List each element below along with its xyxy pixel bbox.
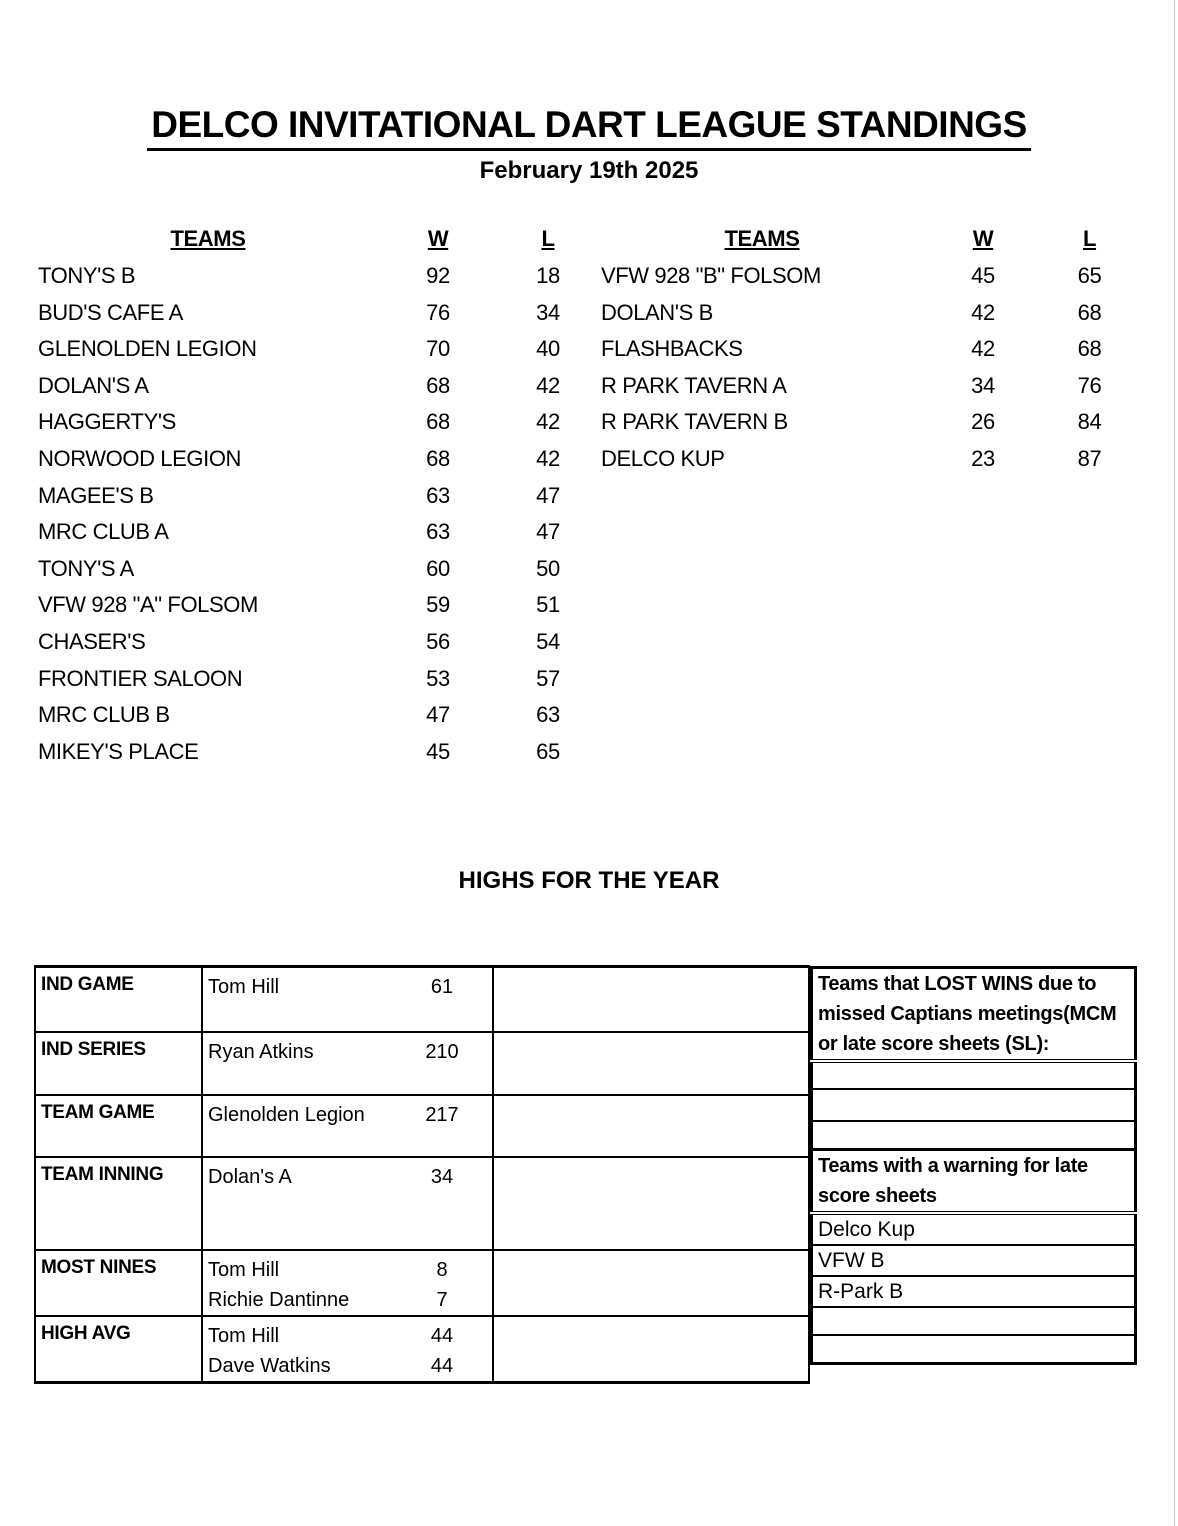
note-line: score sheets: [818, 1185, 937, 1207]
note-line: or late score sheets (SL):: [818, 1033, 1050, 1055]
team-losses: 18: [536, 263, 560, 288]
team-name: R PARK TAVERN A: [601, 372, 787, 398]
highs-entry-line: [203, 1100, 492, 1130]
highs-category-label: IND SERIES: [35, 1032, 202, 1095]
highs-table: [34, 965, 810, 1384]
highs-blank-cell: [493, 1032, 809, 1095]
highs-entry-value: 210: [425, 1041, 459, 1063]
team-wins: 26: [971, 409, 995, 435]
highs-entry-name: Dave Watkins: [208, 1355, 331, 1377]
team-name: CHASER'S: [38, 628, 146, 654]
highs-entry-value: 44: [430, 1355, 454, 1377]
highs-entry-name: Glenolden Legion: [208, 1104, 365, 1126]
note-line: Teams with a warning for late: [818, 1155, 1088, 1177]
highs-entry-cell: [202, 967, 493, 1033]
warning-team-row-cell: [812, 1307, 1136, 1335]
page-title: DELCO INVITATIONAL DART LEAGUE STANDINGS: [147, 104, 1031, 151]
highs-entry-line: [203, 1255, 492, 1285]
highs-entry-cell: [202, 1032, 493, 1095]
team-losses: 68: [1077, 299, 1102, 325]
highs-entry-value: 217: [425, 1104, 459, 1126]
note-line: VFW B: [818, 1249, 885, 1272]
highs-entry-name: Tom Hill: [208, 1259, 280, 1281]
team-name: BUD'S CAFE A: [38, 299, 183, 325]
wins-column-header: W: [427, 226, 449, 251]
team-name: MAGEE'S B: [38, 482, 154, 508]
highs-entry-value: 44: [430, 1325, 454, 1347]
highs-row: [35, 1157, 809, 1250]
team-name: VFW 928 "A" FOLSOM: [38, 592, 258, 618]
team-name: R PARK TAVERN B: [601, 409, 788, 435]
highs-row: [35, 1250, 809, 1316]
team-wins: 76: [426, 299, 450, 325]
warning-team-row-cell: [812, 1213, 1136, 1245]
team-losses: 40: [536, 336, 560, 362]
section-heading: HIGHS FOR THE YEAR: [458, 867, 720, 894]
note-line: Teams that LOST WINS due to: [818, 973, 1097, 995]
team-wins: 92: [426, 263, 450, 288]
highs-entry-line: [203, 1351, 492, 1381]
team-name: VFW 928 "B" FOLSOM: [601, 263, 821, 288]
team-losses: 65: [536, 738, 560, 764]
warning-team-row: [812, 1335, 1136, 1364]
highs-entry-cell: [202, 1095, 493, 1157]
team-name: DOLAN'S B: [601, 299, 713, 325]
highs-entry-name: Tom Hill: [208, 1325, 280, 1347]
warning-team-row: [812, 1245, 1136, 1276]
standings-row: [38, 478, 598, 515]
team-wins: 68: [426, 445, 450, 471]
team-name: GLENOLDEN LEGION: [38, 336, 257, 362]
team-name: MRC CLUB B: [38, 702, 170, 728]
warning-heading-cell: [812, 1150, 1136, 1214]
warning-team-row-cell: [812, 1276, 1136, 1307]
lost-wins-team-row-cell: [812, 1089, 1136, 1121]
standings-row: [38, 624, 598, 661]
standings-row: [38, 587, 598, 624]
standings-row: [38, 734, 598, 771]
date-subtitle: February 19th 2025: [479, 157, 699, 184]
warning-team-row: [812, 1213, 1136, 1245]
warning-team-row-cell: [812, 1245, 1136, 1276]
team-losses: 76: [1077, 372, 1102, 398]
standings-row: [601, 331, 1136, 368]
highs-entry-name: Dolan's A: [208, 1166, 292, 1188]
team-losses: 47: [536, 482, 560, 508]
standings-row: [601, 368, 1136, 405]
team-losses: 42: [536, 372, 560, 398]
team-name: TONY'S B: [38, 263, 136, 288]
highs-row: [35, 1095, 809, 1157]
highs-category-label: TEAM GAME: [35, 1095, 202, 1157]
highs-entry-value: 7: [436, 1289, 448, 1311]
team-name: HAGGERTY'S: [38, 409, 176, 435]
team-losses: 84: [1077, 409, 1102, 435]
highs-row: [35, 967, 809, 1033]
highs-blank-cell: [493, 1157, 809, 1250]
team-wins: 68: [426, 409, 450, 435]
standings-header-row: [601, 222, 1136, 256]
team-wins: 56: [426, 628, 450, 654]
team-wins: 34: [971, 372, 995, 398]
standings-row: [38, 441, 598, 478]
warning-team-row-cell: [812, 1335, 1136, 1364]
standings-row: [38, 331, 598, 368]
highs-entry-name: Richie Dantinne: [208, 1289, 350, 1311]
team-name: MRC CLUB A: [38, 519, 169, 545]
team-losses: 57: [536, 665, 560, 691]
highs-blank-cell: [493, 1095, 809, 1157]
team-losses: 54: [536, 628, 560, 654]
team-name: TONY'S A: [38, 555, 134, 581]
highs-row: [35, 1032, 809, 1095]
standings-row: [601, 404, 1136, 441]
highs-category-label: IND GAME: [35, 967, 202, 1033]
lost-wins-heading: [812, 968, 1136, 1062]
title-wrap: [0, 104, 1178, 151]
team-wins: 45: [426, 738, 450, 764]
team-losses: 50: [536, 555, 560, 581]
team-wins: 47: [426, 702, 450, 728]
losses-column-header: L: [541, 226, 555, 251]
warning-team-row: [812, 1307, 1136, 1335]
team-losses: 65: [1077, 263, 1102, 288]
team-losses: 47: [536, 519, 560, 545]
page-edge-line: [1174, 0, 1175, 1526]
standings-row: [38, 258, 598, 295]
standings-row: [601, 441, 1136, 478]
highs-row: [35, 1316, 809, 1383]
highs-entry-line: [203, 1037, 492, 1067]
team-wins: 53: [426, 665, 450, 691]
team-name: DOLAN'S A: [38, 372, 149, 398]
team-losses: 68: [1077, 336, 1102, 362]
highs-entry-line: [203, 1162, 492, 1192]
highs-blank-cell: [493, 1316, 809, 1383]
standings-row: [38, 551, 598, 588]
standings-header-row: [38, 222, 598, 256]
team-losses: 63: [536, 702, 560, 728]
note-line: R-Park B: [818, 1280, 904, 1303]
team-wins: 68: [426, 372, 450, 398]
highs-blank-cell: [493, 967, 809, 1033]
highs-entry-cell: [202, 1250, 493, 1316]
highs-category-label: TEAM INNING: [35, 1157, 202, 1250]
team-wins: 42: [971, 299, 995, 325]
lost-wins-heading-cell: [812, 968, 1136, 1062]
standings-row: [38, 368, 598, 405]
team-losses: 42: [536, 409, 560, 435]
team-wins: 70: [426, 336, 450, 362]
team-wins: 59: [426, 592, 450, 618]
teams-column-header: TEAMS: [724, 226, 800, 251]
standings-row: [601, 295, 1136, 332]
highs-category-label: HIGH AVG: [35, 1316, 202, 1383]
highs-entry-value: 34: [430, 1166, 454, 1188]
team-name: FRONTIER SALOON: [38, 665, 243, 691]
highs-entry-name: Ryan Atkins: [208, 1041, 314, 1063]
lost-wins-team-row: [812, 1089, 1136, 1121]
team-wins: 60: [426, 555, 450, 581]
highs-entry-value: 8: [436, 1259, 448, 1281]
standings-table-right: [601, 222, 1136, 478]
standings-row: [38, 697, 598, 734]
team-wins: 63: [426, 482, 450, 508]
highs-blank-cell: [493, 1250, 809, 1316]
note-line: missed Captians meetings(MCM: [818, 1003, 1117, 1025]
lost-wins-team-row: [812, 1121, 1136, 1150]
standings-table-left: [38, 222, 598, 770]
highs-category-label: MOST NINES: [35, 1250, 202, 1316]
highs-entry-cell: [202, 1157, 493, 1250]
team-name: MIKEY'S PLACE: [38, 738, 199, 764]
highs-entry-line: [203, 972, 492, 1002]
team-losses: 42: [536, 445, 560, 471]
losses-column-header: L: [1082, 226, 1097, 251]
lost-wins-team-row: [812, 1061, 1136, 1089]
team-losses: 87: [1077, 445, 1102, 471]
highs-entry-line: [203, 1285, 492, 1315]
warning-heading: [812, 1150, 1136, 1214]
team-wins: 23: [971, 445, 995, 471]
highs-entry-value: 61: [430, 976, 454, 998]
lost-wins-team-row-cell: [812, 1061, 1136, 1089]
standings-row: [38, 295, 598, 332]
team-name: DELCO KUP: [601, 445, 725, 471]
team-wins: 63: [426, 519, 450, 545]
wins-column-header: W: [972, 226, 994, 251]
standings-row: [38, 661, 598, 698]
highs-entry-line: [203, 1321, 492, 1351]
team-wins: 45: [971, 263, 995, 288]
warning-team-row: [812, 1276, 1136, 1307]
team-name: NORWOOD LEGION: [38, 445, 242, 471]
note-line: Delco Kup: [818, 1218, 915, 1241]
notes-box: [810, 966, 1137, 1365]
team-losses: 51: [536, 592, 560, 618]
lost-wins-team-row-cell: [812, 1121, 1136, 1150]
standings-row: [38, 514, 598, 551]
team-name: FLASHBACKS: [601, 336, 743, 362]
standings-row: [601, 258, 1136, 295]
highs-entry-name: Tom Hill: [208, 976, 280, 998]
team-losses: 34: [536, 299, 560, 325]
highs-entry-cell: [202, 1316, 493, 1383]
teams-column-header: TEAMS: [170, 226, 246, 251]
standings-row: [38, 404, 598, 441]
team-wins: 42: [971, 336, 995, 362]
